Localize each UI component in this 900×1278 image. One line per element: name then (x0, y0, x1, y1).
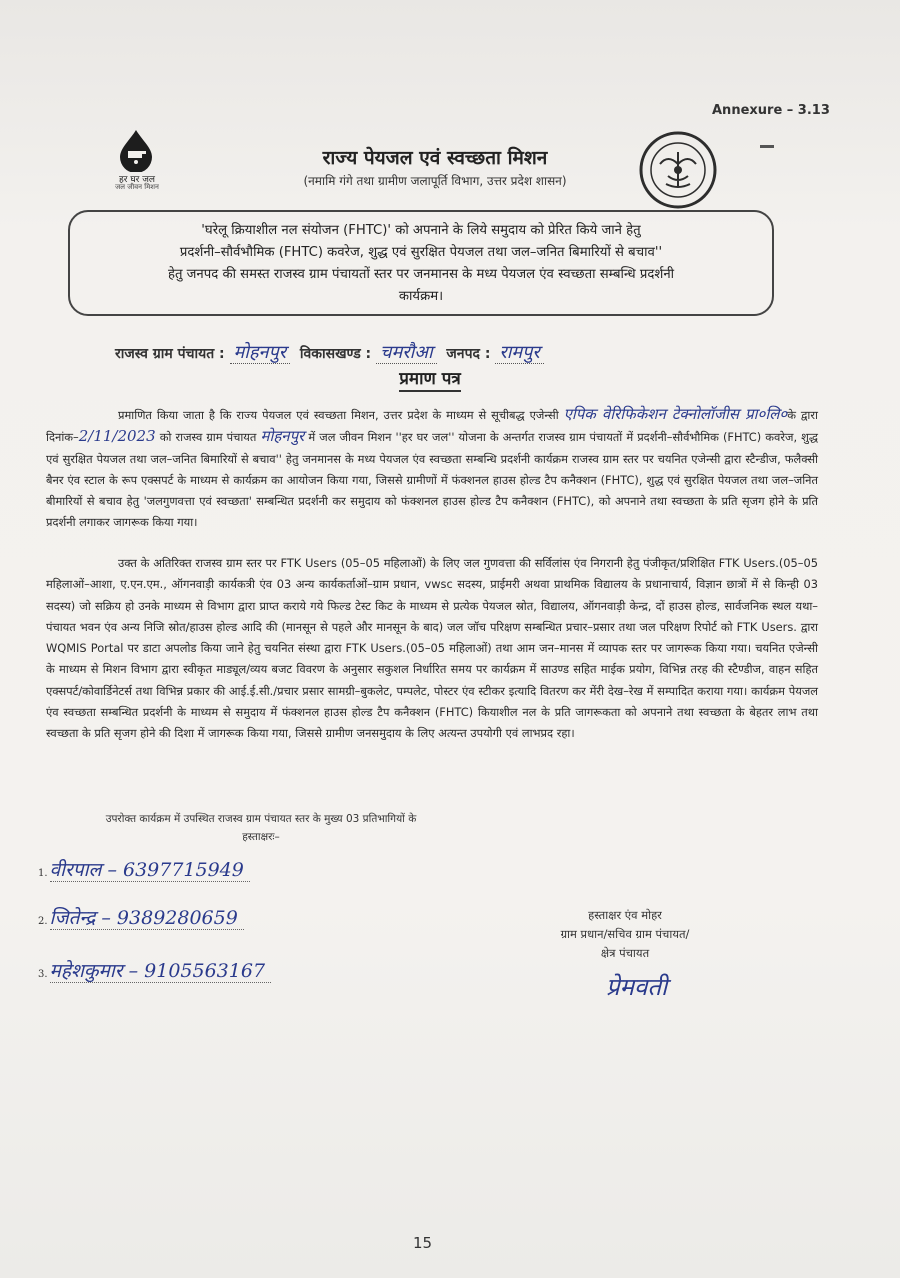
page-number: 15 (412, 1234, 433, 1252)
village-name: मोहनपुर (260, 427, 305, 446)
mark-dash (760, 145, 774, 148)
paragraph-text: प्रमाणित किया जाता है कि राज्य पेयजल एवं स्वच्छता मिशन, उत्तर प्रदेश के माध्यम से सूचीबद्ध एजेन्सी (118, 408, 559, 422)
mission-subtitle: (नमामि गंगे तथा ग्रामीण जलापूर्ति विभाग, उत्तर प्रदेश शासन) (303, 174, 567, 188)
program-date: 2/11/2023 (78, 427, 156, 446)
certificate-heading: प्रमाण पत्र (0, 366, 860, 389)
banner-line: 'घरेलू क्रियाशील नल संयोजन (FHTC)' को अपनाने के लिये समुदाय को प्रेरित किये जाने हेतु (201, 223, 641, 238)
pradhan-signature: प्रेमवती (606, 973, 668, 1001)
signature-intro: उपरोक्त कार्यक्रम में उपस्थित राजस्व ग्राम पंचायत स्तर के मुख्य 03 प्रतिभागियों के हस्ताक्षरः– (105, 813, 417, 843)
gram-panchayat-value: मोहनपुर (230, 342, 291, 364)
paragraph-text: में जल जीवन मिशन ''हर घर जल'' योजना के अन्तर्गत राजस्व ग्राम पंचायतों में प्रदर्शनी–सौर्वभौमिक (FHTC) कवरेज, शुद्ध एवं सुरक्षित पेयजल तथा जल–जनित बिमारियों से बचाव'' हेतु जनमानस के मध्य पेयजल एंव स्वच्छता सम्बन्धि प्रदर्शनी कार्यक्रम राजस्व ग्राम स्तर पर चयनित एजेन्सी द्वारा स्टैन्डीज, फलैक्सी बैनर एंव स्टाल के रूप एक्सपर्ट के माध्यम से कार्यक्रम का आयोजन किया गया, जिससे ग्रामीणों में फंक्शनल हाउस होल्ड टैप कनैक्शन (FHTC), शुद्ध एवं सुरक्षित पेयजल तथा जल–जनित बीमारियों से बचाव हेतु 'जलगुणवत्ता एवं स्वच्छता' सम्बन्धित प्रदर्शनी कर समुदाय को फंक्शनल हाउस होल्ड टैप कनैक्शन (FHTC), को अपनाने तथा स्वच्छता के प्रति सृजग होने के प्रति प्रदर्शनी लगाकर जागरूक किया गया। (46, 430, 819, 530)
logo-subcaption: जल जीवन मिशन (115, 183, 159, 191)
janpad-value: रामपुर (495, 342, 543, 364)
up-government-seal-icon (638, 130, 718, 210)
participant-signature-3: 3. महेशकुमार – 9105563167 (38, 957, 271, 983)
participant-signature-1: 1. वीरपाल – 6397715949 (38, 856, 250, 882)
annexure-label: Annexure – 3.13 (712, 103, 830, 118)
gram-panchayat-label: राजस्व ग्राम पंचायत : (115, 346, 225, 362)
certificate-paragraph-2: उक्त के अतिरिक्त राजस्व ग्राम स्तर पर FTK Users (05–05 महिलाओं) के लिए जल गुणवत्ता की सर्विलांस एंव निगरानी हेतु पंजीकृत/प्रशिक्षित FTK Users.(05–05 महिलाओं–आशा, ए.एन.एम., ऑगनवाड़ी कार्यकत्री एंव 03 अन्य कार्यकर्ताओं–ग्राम प्रधान, vwsc सदस्य, प्राईमरी अथवा प्राथमिक विद्यालय के प्रधानाचार्य, विज्ञान छात्रों में से किन्ही 03 सदस्य) जो सक्रिय हो उनके माध्यम से विभाग द्वारा प्राप्त कराये गये फिल्ड टेस्ट किट के माध्यम से प्रत्येक पेयजल स्रोत, विद्यालय, ऑगनवाड़ी केन्द्र, दों हाउस होल्ड, सार्वजनिक स्थल यथा–पंचायत भवन एंव अन्य निजि स्रोत/हाउस होल्ड आदि की (मानसून से पहले और मानसून के बाद) जल जॉच परिक्षण सम्बन्धित प्रचार–प्रसार तथा जल परिक्षण रिपोर्ट को FTK Users. द्वारा WQMIS Portal पर डाटा अपलोड किया जाने हेतु चयनित संस्था द्वारा FTK Users.(05–05 महिलाओं) तथा आम जन–मानस में व्यापक स्तर पर जागरूक किया गया। चयनित एजेन्सी के माध्यम से मिशन विभाग द्वारा स्वीकृत माड्यूल/व्यय बजट विवरण के अनुसार सकुशल निर्धारित समय पर कार्यक्रम में साउण्ड सहित माईक प्रयोग, विभिन्न तरह की स्टैण्डीज, वाहन सहित एक्सपर्ट/कोवार्डिनेटर्स तथा विभिन्न प्रकार की आई.ई.सी./प्रचार प्रसार सामग्री–बुकलेट, पम्पलेट, पोस्टर एंव स्टीकर इत्यादि वितरण कर मेंरी देख–रेख में सम्पादित कराया गया। कार्यक्रम पेयजल एंव स्वच्छता सम्बन्धित प्रदर्शनी के माध्यम से समुदाय में फंक्शनल हाउस होल्ड टैप कनैक्शन (FHTC) कियाशील नल के प्रति जागरूकता को अपनाने तथा स्वच्छता के बेहतर लाभ तथा स्वच्छता के प्रति सृजग होने की दिशा में जागरूक किया गया, जिससे ग्रामीण जनसमुदाय के लिए अत्यन्त उपयोगी एवं लाभप्रद रहा। (46, 556, 818, 741)
location-fields (115, 340, 544, 364)
paragraph-text: के द्वारा दिनांक– (46, 408, 818, 445)
agency-name: एपिक वेरिफिकेशन टेक्नोलॉजीस प्रा०लि० (563, 405, 788, 423)
janpad-label: जनपद : (446, 346, 491, 362)
logo-caption: हर घर जल (119, 175, 155, 185)
vikaskhand-label: विकासखण्ड : (299, 346, 372, 362)
participant-signature-2: 2. जितेन्द्र – 9389280659 (38, 904, 244, 930)
program-banner (68, 210, 774, 316)
vikaskhand-value: चमरौआ (376, 342, 437, 364)
paragraph-text: को राजस्व ग्राम पंचायत (159, 430, 257, 445)
banner-line: कार्यक्रम। (398, 289, 444, 304)
banner-line: प्रदर्शनी–सौर्वभौमिक (FHTC) कवरेज, शुद्ध एवं सुरक्षित पेयजल तथा जल–जनित बिमारियों से बचाव'' (179, 245, 663, 260)
pradhan-stamp-block: हस्ताक्षर एंव मोहर ग्राम प्रधान/सचिव ग्राम पंचायत/ क्षेत्र पंचायत (560, 908, 690, 960)
certificate-paragraph-1 (46, 404, 818, 534)
mission-title: राज्य पेयजल एवं स्वच्छता मिशन (322, 147, 548, 169)
banner-line: हेतु जनपद की समस्त राजस्व ग्राम पंचायतों स्तर पर जनमानस के मध्य पेयजल एंव स्वच्छता सम्बन्धि प्रदर्शनी (167, 267, 675, 282)
